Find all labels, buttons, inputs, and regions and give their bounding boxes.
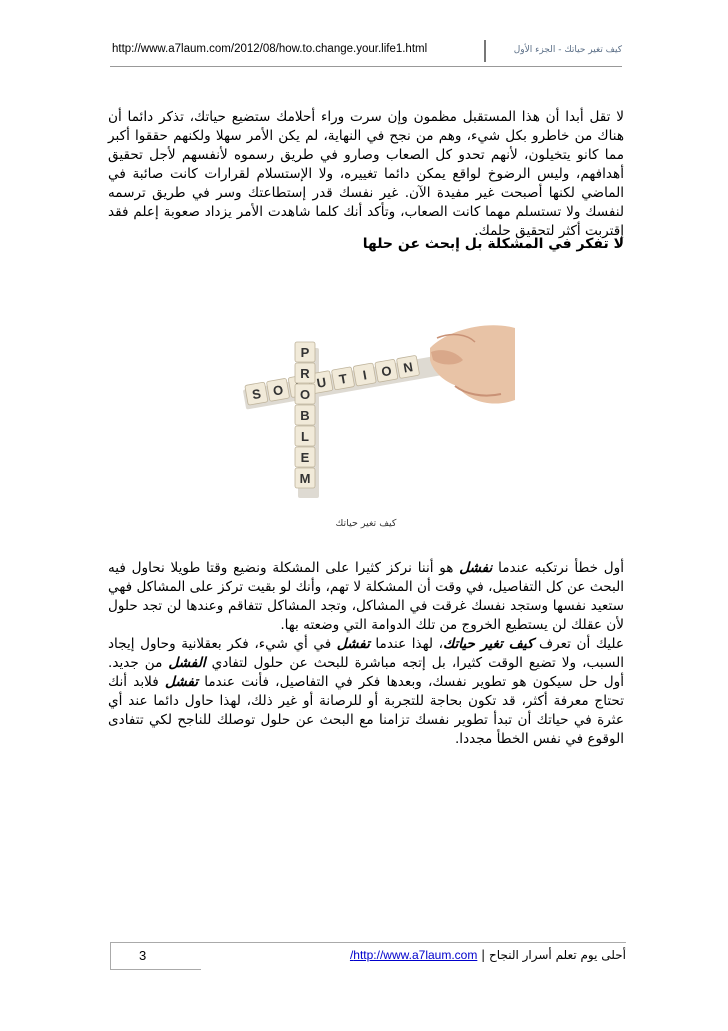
solution-letter: O [380, 362, 393, 380]
solution-letter: N [402, 359, 415, 376]
problem-letter: L [301, 429, 309, 444]
problem-letter: M [299, 471, 311, 486]
solution-letter: I [361, 367, 368, 383]
page-footer [110, 942, 626, 970]
footer-tagline: أحلى يوم تعلم أسرار النجاح [489, 948, 626, 962]
footer-separator: | [481, 948, 486, 962]
page-number-box [110, 942, 201, 970]
p2-emphasis-fail: نفشل [459, 559, 493, 576]
p2-emphasis-fail: تفشل [336, 635, 370, 652]
p2-text: ، لهذا عندما [369, 635, 444, 652]
paragraph-intro: لا تقل أبدا أن هذا المستقبل مظمون وإن سرت وراء أحلامك ستضيع حياتك، تذكر دائما أن هناك من خاطرو بكل شيء، وهم من نجح في النهاية، لم يكن الأمر سهلا ولكنهم حققوا أكبر مما كانو يتخيلون، لأنهم تحدو كل الصعاب وصارو في طريق رسموه لأنفسهم لأجل تحقيق أهدافهم، وليس الرضوخ لواقع يمكن دائما تغييره، ولا الإستسلام لقرارات كانت صائبة في الماضي لكنها أصبحت غير مفيدة الآن. غير نفسك قدر إستطاعتك وسر في طريق ترسمه لنفسك ولا تستسلم مهما كانت الصعاب، وتأكد أنك كلما شاهدت الأمر يزداد صعوبة إعلم فقد إقتربت أكثر لتحقيق حلمك. [108, 108, 624, 239]
solution-letter: U [315, 374, 328, 391]
page-header [112, 40, 622, 64]
p2-emphasis-title: كيف تغير حياتك [443, 635, 534, 652]
p2-text: هو أننا نركز كثيرا على المشكلة ونضيع وقتا طويلا نحاول فيه البحث عن كل التفاصيل، في وقت أن المشكلة لا تهم، وأنك لو بقيت تركز على المشاكل فهي ستعيد نفسها وستجد نفسك غرقت في المشاكل، وتجد المشاكل تتفاقم وعندها لن تجد حلول لأن عقلك لن يستطيع الخروج من تلك الدوامة التي وضعته بها. [108, 559, 624, 633]
header-divider [484, 40, 486, 62]
paragraph-main [108, 559, 624, 749]
p2-text: فلابد أنك تحتاج معرفة أكثر، قد تكون بحاجة للتجربة أو للرصانة أو غير ذلك، لهذا حاول دائما عند أي عثرة في حياتك أن تبدأ تطوير نفسك تزامنا مع البحث عن حلول توصلك للناجح لكي تتفادى الوقوع في نفس الخطأ مجددا. [108, 673, 624, 747]
problem-letter: P [300, 345, 310, 360]
section-heading: لا تفكر في المشكلة بل إبحث عن حلها [362, 236, 624, 252]
header-url: http://www.a7laum.com/2012/08/how.to.change.your.life1.html [112, 43, 428, 55]
solution-letter: O [271, 382, 285, 399]
solution-letter: S [250, 385, 263, 403]
header-rule [110, 66, 622, 67]
p2-text: أول خطأ نرتكبه عندما [492, 559, 624, 576]
p2-text: من جديد. أول حل سيكون هو تطوير نفسك، وبعدها فكر في التفاصيل، فأنت عندما [108, 654, 625, 690]
solution-letter: T [337, 370, 349, 387]
problem-letter: B [300, 408, 310, 423]
problem-letter: R [300, 366, 310, 381]
p2-text: في أي شيء، فكر بعقلانية وحاول إيجاد السبب، ولا تضيع الوقت كثيرا، بل إتجه مباشرة للبحث عن حلول لتفادي [108, 635, 624, 671]
p2-emphasis-failure: الفشل [168, 654, 206, 671]
image-caption: كيف تغير حياتك [335, 518, 397, 529]
footer-link[interactable]: http://www.a7laum.com/ [349, 948, 478, 962]
p2-emphasis-fail: تفشل [164, 673, 199, 690]
footer-text [350, 948, 626, 962]
problem-solution-photo [225, 290, 515, 502]
header-title: كيف تغير حياتك - الجزء الأول [513, 45, 622, 55]
page-number: 3 [139, 948, 147, 963]
problem-letter: O [299, 387, 311, 402]
p2-text: عليك أن تعرف [533, 635, 624, 652]
problem-letter: E [300, 450, 310, 465]
